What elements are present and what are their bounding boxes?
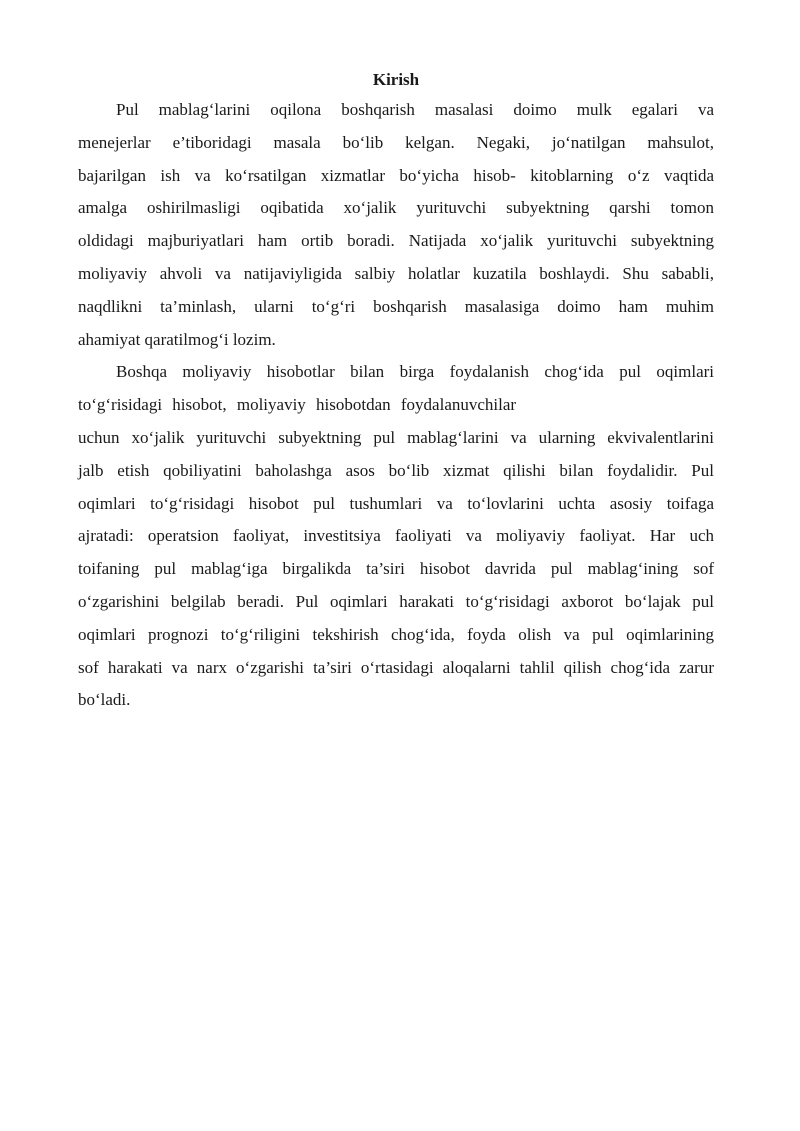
paragraph-line: sof harakati va narx o‘zgarishi ta’siri o‘rtasidagi aloqalarni tahlil qilish chog‘ida zarur <box>78 657 714 677</box>
paragraph-line: Pul mablag‘larini oqilona boshqarish masalasi doimo mulk egalari va <box>116 100 714 119</box>
paragraph-line: amalga oshirilmasligi oqibatida xo‘jalik yurituvchi subyektning qarshi tomon <box>78 198 714 218</box>
paragraph-line: Boshqa moliyaviy hisobotlar bilan birga foydalanish chog‘ida pul oqimlari <box>116 362 714 382</box>
paragraph-line: oqimlari to‘g‘risidagi hisobot pul tushumlari va to‘lovlarini uchta asosiy toifaga <box>78 493 714 513</box>
paragraph-line: moliyaviy ahvoli va natijaviyligida salbiy holatlar kuzatila boshlaydi. Shu sababli, <box>78 263 714 283</box>
paragraph-line: toifaning pul mablag‘iga birgalikda ta’siri hisobot davrida pul mablag‘ining sof <box>78 559 714 579</box>
paragraph-line: uchun xo‘jalik yurituvchi subyektning pul mablag‘larini va ularning ekvivalentlarini <box>78 427 714 447</box>
paragraph-line: jalb etish qobiliyatini baholashga asos bo‘lib xizmat qilishi bilan foydalidir. Pul <box>78 460 714 480</box>
paragraph-line: to‘g‘risidagi hisobot, moliyaviy hisobotdan foydalanuvchilar <box>78 395 517 415</box>
paragraph-intro <box>78 94 714 356</box>
paragraph-line: oqimlari prognozi to‘g‘riligini tekshirish chog‘ida, foyda olish va pul oqimlarining <box>78 624 714 644</box>
paragraph-line: ahamiyat qaratilmog‘i lozim. <box>78 329 276 349</box>
paragraph-line: ajratadi: operatsion faoliyat, investitsiya faoliyati va moliyaviy faoliyat. Har uch <box>78 526 714 546</box>
document-page <box>78 68 714 717</box>
paragraph-line: bajarilgan ish va ko‘rsatilgan xizmatlar bo‘yicha hisob- kitoblarning o‘z vaqtida <box>78 165 714 185</box>
paragraph-line: menejerlar e’tiboridagi masala bo‘lib kelgan. Negaki, jo‘natilgan mahsulot, <box>78 132 714 152</box>
paragraph-line: naqdlikni ta’minlash, ularni to‘g‘ri boshqarish masalasiga doimo ham muhim <box>78 296 714 316</box>
paragraph-cash-flow <box>78 356 714 717</box>
paragraph-line: oldidagi majburiyatlari ham ortib boradi. Natijada xo‘jalik yurituvchi subyektning <box>78 231 714 251</box>
paragraph-line: bo‘ladi. <box>78 690 131 710</box>
paragraph-line: o‘zgarishini belgilab beradi. Pul oqimlari harakati to‘g‘risidagi axborot bo‘lajak pul <box>78 591 714 611</box>
document-title: Kirish <box>372 70 420 89</box>
